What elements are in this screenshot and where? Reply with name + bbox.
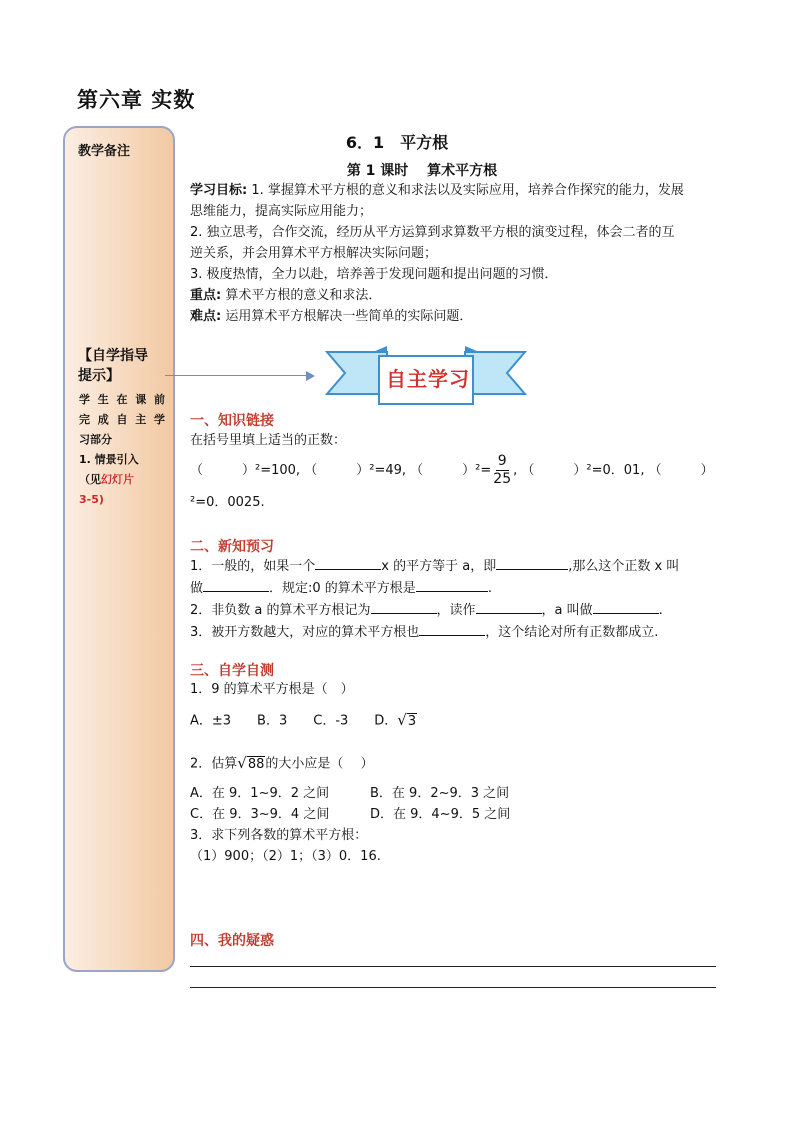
hint-line: 习部分 xyxy=(79,433,112,446)
teaching-notes-label: 教学备注 xyxy=(78,144,131,159)
answer-blank[interactable] xyxy=(496,555,568,570)
doubts-writing-line[interactable] xyxy=(190,966,716,967)
preview-questions xyxy=(190,555,679,643)
key-point: 重点: 算术平方根的意义和求法． xyxy=(190,288,382,303)
difficult-point-label: 难点: xyxy=(190,309,222,324)
my-doubts-heading: 四、我的疑惑 xyxy=(190,933,274,949)
preview-q1-cont: 做 ．规定:0 的算术平方根是 . xyxy=(190,577,679,599)
answer-blank[interactable] xyxy=(203,577,269,592)
self-test-q1-options: A．±3 B．3 C．-3 D．√3 xyxy=(190,710,417,732)
fraction: $\frac{9}{25}$ xyxy=(493,453,512,487)
hint-title-line2: 提示】 xyxy=(78,368,120,384)
key-point-label: 重点: xyxy=(190,288,222,303)
hint-prefix: （见 xyxy=(79,473,101,486)
objectives-line: 2. 独立思考，合作交流，经历从平方运算到求算数平方根的演变过程，体会二者的互 xyxy=(190,225,675,240)
lesson-title: 第 1 课时 算术平方根 xyxy=(346,163,498,179)
self-test-q3-items: （1）900；（2）1；（3）0．16. xyxy=(190,849,381,864)
blank-paren: （ ） xyxy=(410,463,476,478)
banner-text: 自主学习 xyxy=(386,367,470,391)
knowledge-link-item5: ²=0．0025. xyxy=(190,495,265,510)
hint-line: 3-5) xyxy=(79,493,104,506)
hint-line xyxy=(79,470,165,490)
self-test-q2-options: A．在 9．1~9．2 之间 B．在 9．2~9．3 之间 C．在 9．3~9．4 之间 D．在 9．4~9．5 之间 3．求下列各数的算术平方根： （1）900；（2）1；（3）0．16. xyxy=(190,783,510,867)
hint-line: 1. 情景引入 xyxy=(79,453,139,466)
knowledge-link-items: （ ）²=100, （ ）²=49, （ ）²= $\frac{9}{25}$ , （ ）²=0．01, （ ） xyxy=(190,453,714,487)
preview-q2: 2．非负数 a 的算术平方根记为 ，读作 ，a 叫做 . xyxy=(190,599,679,621)
chapter-title: 第六章 实数 xyxy=(77,88,196,112)
answer-blank[interactable] xyxy=(371,599,437,614)
objectives-line: 学习目标: 1. 掌握算术平方根的意义和求法以及实际应用，培养合作探究的能力，发展 xyxy=(190,183,684,198)
self-test-q1: 1．9 的算术平方根是（ ） xyxy=(190,682,354,697)
preview-heading: 二、新知预习 xyxy=(190,539,274,555)
objectives-label: 学习目标: xyxy=(190,183,248,198)
blank-paren: （ ） xyxy=(648,463,714,478)
learning-objectives xyxy=(190,180,684,327)
section-title: 6．1 平方根 xyxy=(345,133,449,152)
hint-line: 完成自主学 xyxy=(79,413,165,426)
preview-q3: 3．被开方数越大，对应的算术平方根也 ，这个结论对所有正数都成立. xyxy=(190,621,679,643)
objectives-line: 逆关系，并会用算术平方根解决实际问题； xyxy=(190,246,438,261)
hint-line: 学生在课前 xyxy=(79,393,165,406)
slides-ref: 幻灯片 xyxy=(101,473,134,486)
objectives-line: 3. 极度热情，全力以赴，培养善于发现问题和提出问题的习惯． xyxy=(190,267,558,282)
answer-blank[interactable] xyxy=(593,599,659,614)
sqrt-symbol: √88 xyxy=(237,754,265,772)
self-study-hint-body xyxy=(79,390,165,510)
blank-paren: （ ） xyxy=(190,463,256,478)
answer-blank[interactable] xyxy=(315,555,381,570)
self-test-q3: 3．求下列各数的算术平方根： xyxy=(190,828,368,843)
knowledge-link-intro: 在括号里填上适当的正数： xyxy=(190,433,347,448)
knowledge-link-heading: 一、知识链接 xyxy=(190,413,274,429)
objectives-line: 思维能力，提高实际应用能力； xyxy=(190,204,373,219)
pointer-arrow-line xyxy=(165,375,311,376)
answer-blank[interactable] xyxy=(419,621,485,636)
difficult-point: 难点: 运用算术平方根解决一些简单的实际问题． xyxy=(190,309,473,324)
answer-blank[interactable] xyxy=(416,577,488,592)
teaching-notes-sidebar xyxy=(63,126,175,972)
self-study-hint-title xyxy=(78,346,173,386)
doubts-writing-line[interactable] xyxy=(190,987,716,988)
pointer-arrow-head-icon xyxy=(306,371,315,381)
self-test-q2: 2．估算√88的大小应是（ ） xyxy=(190,753,374,775)
sqrt-symbol: √3 xyxy=(397,711,417,729)
blank-paren: （ ） xyxy=(304,463,370,478)
hint-title-line1: 【自学指导 xyxy=(78,348,148,364)
self-test-heading: 三、自学自测 xyxy=(190,663,274,679)
answer-blank[interactable] xyxy=(476,599,542,614)
preview-q1: 1．一般的，如果一个 x 的平方等于 a，即 ,那么这个正数 x 叫 xyxy=(190,555,679,577)
blank-paren: （ ） xyxy=(521,463,587,478)
